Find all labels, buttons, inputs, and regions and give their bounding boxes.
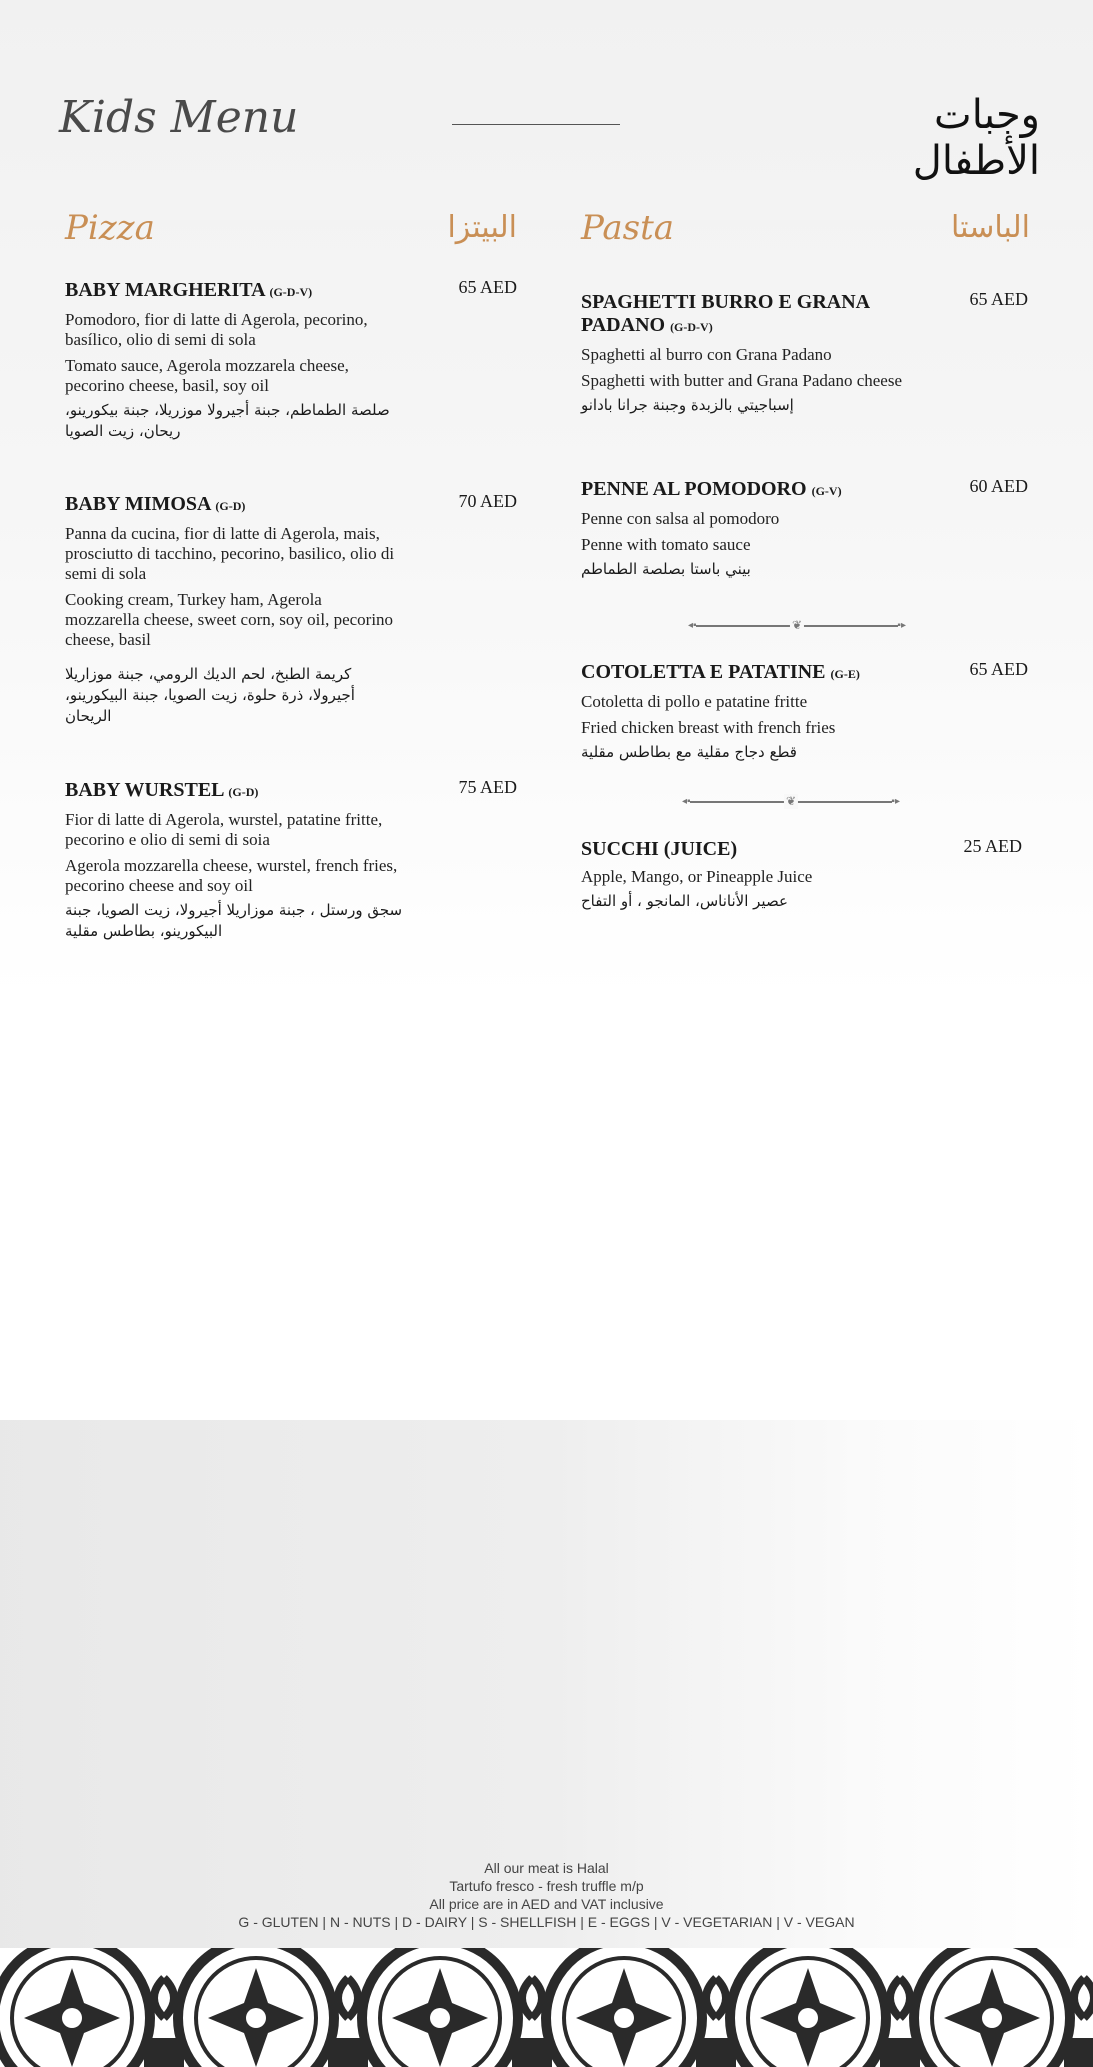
item-desc-it: Pomodoro, fior di latte di Agerola, pecorino, basílico, olio di semi di sola — [65, 310, 368, 349]
item-name: SPAGHETTI BURRO E GRANA PADANO — [581, 291, 870, 336]
item-name: BABY MARGHERITA — [65, 279, 265, 301]
item-price: 70 AED — [458, 491, 517, 511]
menu-item — [581, 291, 921, 416]
item-price: 60 AED — [969, 476, 1028, 496]
pasta-heading-arabic: الباستا — [951, 210, 1030, 245]
pizza-heading-arabic: البيتزا — [447, 210, 517, 245]
item-name: COTOLETTA E PATATINE — [581, 661, 826, 683]
item-desc-ar: عصير الأناناس، المانجو ، أو التفاح — [581, 892, 788, 910]
item-desc-ar: صلصة الطماطم، جبنة أجيرولا موزريلا، جبنة بيكورينو، ريحان، زيت الصويا — [65, 401, 390, 440]
item-name: BABY WURSTEL — [65, 779, 224, 801]
item-desc-ar: سجق ورستل ، جبنة موزاريلا أجيرولا، زيت الصويا، جبنة البيكورينو، بطاطس مقلية — [65, 901, 403, 940]
truffle-note: Tartufo fresco - fresh truffle m/p — [449, 1878, 644, 1894]
item-tags: (G-V) — [811, 484, 842, 498]
item-tags: (G-D-V) — [269, 285, 313, 299]
menu-item — [581, 838, 941, 912]
item-price: 65 AED — [969, 659, 1028, 679]
footer-notes — [0, 1859, 1093, 1931]
menu-item — [65, 779, 405, 942]
page-title: Kids Menu — [59, 92, 299, 143]
item-desc-en: Tomato sauce, Agerola mozzarela cheese, pecorino cheese, basil, soy oil — [65, 356, 349, 395]
item-name: BABY MIMOSA — [65, 493, 211, 515]
item-price: 65 AED — [969, 289, 1028, 309]
item-desc-it: Spaghetti al burro con Grana Padano — [581, 345, 832, 364]
item-desc-en: Spaghetti with butter and Grana Padano cheese — [581, 371, 903, 390]
item-desc-it: Penne con salsa al pomodoro — [581, 509, 780, 528]
item-desc-it: Panna da cucina, fior di latte di Agerola, mais, prosciutto di tacchino, pecorino, basilico, olio di semi di sola — [65, 524, 395, 583]
pizza-heading: Pizza — [65, 208, 155, 248]
item-name: PENNE AL POMODORO — [581, 478, 807, 500]
decorative-tile-border — [0, 1948, 1093, 2067]
item-price: 75 AED — [458, 777, 517, 797]
item-desc-en: Agerola mozzarella cheese, wurstel, french fries, pecorino cheese and soy oil — [65, 856, 398, 895]
item-desc-en: Fried chicken breast with french fries — [581, 718, 836, 737]
item-name: SUCCHI (JUICE) — [581, 838, 738, 860]
allergen-legend: G - GLUTEN | N - NUTS | D - DAIRY | S - SHELLFISH | E - EGGS | V - VEGETARIAN | V - VEGAN — [238, 1914, 855, 1930]
item-desc-ar: إسباجيتي بالزبدة وجبنة جرانا بادانو — [581, 396, 794, 414]
item-desc-ar: قطع دجاج مقلية مع بطاطس مقلية — [581, 743, 797, 761]
item-desc-ar: كريمة الطبخ، لحم الديك الرومي، جبنة موزاريلا أجيرولا، ذرة حلوة، زيت الصويا، جبنة البيكورينو، الريحان — [65, 665, 355, 725]
item-desc-en: Cooking cream, Turkey ham, Agerola mozzarella cheese, sweet corn, soy oil, pecorino cheese, basil — [65, 590, 394, 649]
item-desc-en: Penne with tomato sauce — [581, 535, 751, 554]
price-note: All price are in AED and VAT inclusive — [429, 1896, 664, 1912]
item-desc-ar: بيني باستا بصلصة الطماطم — [581, 560, 751, 578]
item-desc-it: Fior di latte di Agerola, wurstel, patatine fritte, pecorino e olio di semi di soia — [65, 810, 383, 849]
item-desc-it: Cotoletta di pollo e patatine fritte — [581, 692, 808, 711]
item-tags: (G-D) — [215, 499, 246, 513]
item-desc-en: Apple, Mango, or Pineapple Juice — [581, 867, 813, 886]
item-tags: (G-E) — [830, 667, 860, 681]
item-tags: (G-D) — [228, 785, 259, 799]
halal-note: All our meat is Halal — [484, 1860, 609, 1876]
menu-item — [581, 478, 921, 580]
menu-item — [65, 279, 410, 442]
page-title-arabic: وجبات الأطفال — [912, 92, 1040, 184]
menu-item — [581, 661, 941, 763]
pasta-heading: Pasta — [581, 208, 675, 248]
menu-item — [65, 493, 400, 727]
title-divider — [452, 124, 620, 125]
item-price: 65 AED — [458, 277, 517, 297]
item-tags: (G-D-V) — [670, 320, 713, 334]
ornament-divider: ◂▪ ❦ ▪▸ — [688, 618, 906, 632]
item-price: 25 AED — [963, 836, 1022, 856]
ornament-divider: ◂▪ ❦ ▪▸ — [682, 794, 900, 808]
